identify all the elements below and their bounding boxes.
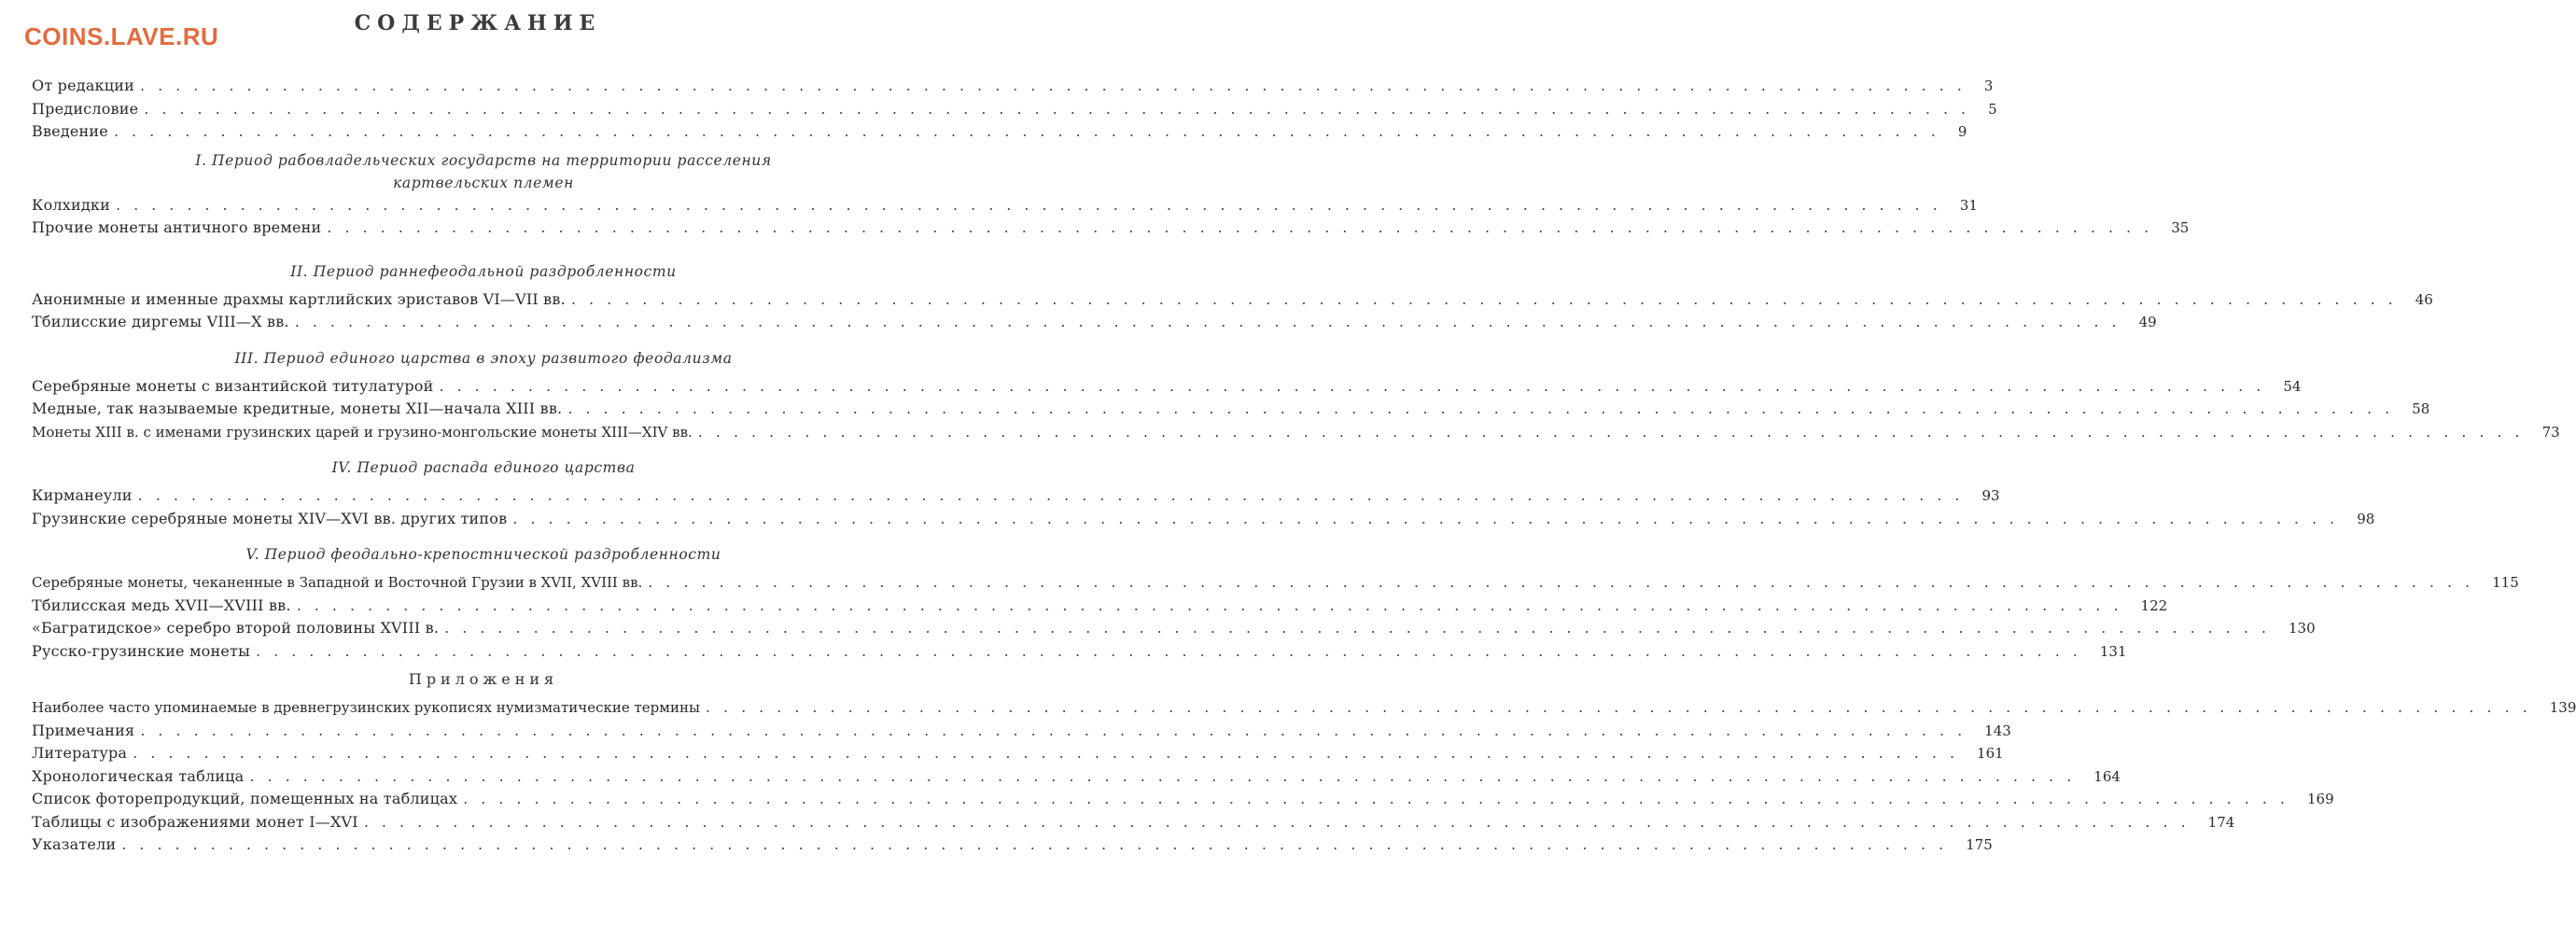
toc-entry-title: «Багратидское» серебро второй половины XVIII в. (32, 619, 440, 637)
dot-leader: ....................................................................................................... (705, 698, 2541, 716)
toc-page-number: 73 (2541, 423, 2560, 441)
section-heading: III. Период единого царства в эпоху развитого феодализма (234, 349, 733, 367)
dot-leader: ....................................................................................................... (697, 422, 2533, 441)
toc-row[interactable] (32, 834, 1993, 857)
toc-entry-title: Литература (32, 744, 128, 762)
toc-entry-title: Кирманеули (32, 486, 133, 504)
section-heading: картвельских племен (393, 174, 574, 191)
toc-row[interactable] (32, 788, 2334, 811)
dot-leader: ....................................................................................................... (294, 313, 2130, 330)
toc-page-number: 93 (1981, 487, 2000, 504)
appendix-heading: Приложения (408, 670, 559, 688)
toc-entry-title: Серебряные монеты, чеканенные в Западной и Восточной Грузии в XVII, XVIII вв. (32, 574, 643, 591)
toc-entry-title: Хронологическая таблица (32, 766, 245, 785)
toc-page-number: 46 (2415, 290, 2433, 308)
dot-leader: ....................................................................................................... (113, 122, 1949, 140)
toc-row[interactable] (32, 720, 2011, 743)
toc-row[interactable] (32, 375, 2302, 399)
toc-row[interactable] (32, 617, 2316, 640)
section-heading: IV. Период распада единого царства (331, 459, 636, 476)
toc-row[interactable] (32, 571, 2519, 595)
toc-row[interactable] (32, 120, 1967, 144)
toc-row[interactable] (32, 288, 2433, 312)
dot-leader: ....................................................................................................... (121, 835, 1957, 853)
dot-leader: ....................................................................................................... (570, 289, 2406, 308)
toc-page-number: 31 (1959, 196, 1978, 214)
toc-page-number: 174 (2207, 813, 2235, 831)
toc-row[interactable] (32, 696, 2576, 720)
toc-entry-title: Примечания (32, 721, 135, 739)
dot-leader: ....................................................................................................... (256, 641, 2091, 660)
dot-leader: ....................................................................................................... (567, 399, 2403, 417)
toc-page-number: 143 (1984, 722, 2011, 739)
dot-leader: ....................................................................................................... (144, 99, 1980, 118)
toc-page-number: 3 (1983, 77, 1994, 94)
toc-row[interactable] (32, 194, 1978, 217)
dot-leader: ....................................................................................................... (137, 486, 1973, 504)
dot-leader: ....................................................................................................... (444, 619, 2280, 637)
dot-leader: ....................................................................................................... (115, 195, 1951, 214)
toc-row[interactable] (32, 765, 2121, 789)
toc-page-number: 49 (2138, 314, 2157, 330)
toc-entry-title: Русско-грузинские монеты (32, 641, 251, 660)
toc-row[interactable] (32, 595, 2168, 618)
toc-entry-title: Грузинские серебряные монеты XIV—XVI вв. других типов (32, 509, 508, 527)
toc-page-number: 9 (1957, 123, 1967, 140)
toc-page-number: 139 (2549, 699, 2576, 716)
toc-entry-title: Список фоторепродукций, помещенных на таблицах (32, 790, 458, 807)
toc-page-number: 35 (2171, 219, 2190, 236)
toc-row[interactable] (32, 98, 1997, 121)
toc-page-number: 115 (2492, 574, 2519, 591)
toc-page-number: 5 (1988, 100, 1997, 118)
toc-row[interactable] (32, 398, 2430, 421)
dot-leader: ....................................................................................................... (327, 218, 2163, 236)
toc-page-number: 161 (1977, 745, 2004, 762)
toc-entry-title: Таблицы с изображениями монет I—XVI (32, 812, 358, 831)
toc-entry-title: Серебряные монеты с византийской титулатурой (32, 376, 434, 395)
toc-page-number: 54 (2283, 377, 2302, 395)
section-heading: V. Период феодально-крепостнической раздробленности (245, 546, 721, 563)
toc-entry-title: Монеты XIII в. с именами грузинских царей и грузино-монгольские монеты XIII—XIV вв. (32, 423, 693, 441)
toc-row[interactable] (32, 217, 2190, 240)
toc-page-number: 58 (2412, 400, 2430, 417)
toc-entry-title: Анонимные и именные драхмы картлийских эриставов VI—VII вв. (32, 289, 566, 308)
toc-row[interactable] (32, 742, 2004, 765)
dot-leader: ....................................................................................................... (463, 790, 2298, 807)
toc-page-number: 131 (2099, 642, 2127, 660)
toc-entry-title: Предисловие (32, 99, 139, 118)
dot-leader: ....................................................................................................... (439, 376, 2275, 395)
toc-page-number: 169 (2306, 791, 2334, 807)
toc-row[interactable] (32, 421, 2560, 444)
dot-leader: ....................................................................................................... (648, 573, 2484, 591)
toc-entry-title: Медные, так называемые кредитные, монеты XII—начала XIII вв. (32, 399, 563, 417)
section-heading: I. Период рабовладельческих государств на территории расселения (195, 151, 772, 169)
toc-entry-title: От редакции (32, 77, 134, 94)
watermark-logo: COINS.LAVE.RU (24, 22, 219, 50)
toc-entry-title: Тбилисские диргемы VIII—X вв. (32, 313, 289, 330)
dot-leader: ....................................................................................................... (512, 509, 2348, 527)
dot-leader: ....................................................................................................... (140, 721, 1976, 739)
dot-leader: ....................................................................................................... (133, 744, 1968, 762)
toc-row[interactable] (32, 811, 2235, 834)
toc-entry-title: Введение (32, 122, 108, 140)
toc-entry-title: Указатели (32, 835, 117, 853)
toc-page-number: 122 (2140, 596, 2168, 614)
toc-entry-title: Прочие монеты античного времени (32, 218, 322, 236)
toc-row[interactable] (32, 640, 2127, 664)
toc-row[interactable] (32, 75, 1994, 98)
toc-row[interactable] (32, 484, 2000, 508)
toc-entry-title: Наиболее часто упоминаемые в древнегрузинских рукописях нумизматические термины (32, 699, 700, 716)
toc-page-number: 98 (2357, 510, 2375, 527)
toc-page-number: 164 (2093, 767, 2121, 785)
dot-leader: ....................................................................................................... (249, 766, 2085, 785)
dot-leader: ....................................................................................................... (363, 812, 2199, 831)
table-of-contents (32, 75, 2576, 857)
toc-page-number: 130 (2289, 620, 2316, 637)
dot-leader: ....................................................................................................... (139, 77, 1975, 94)
dot-leader: ....................................................................................................... (296, 596, 2132, 614)
toc-page-number: 175 (1966, 836, 1993, 853)
page-title: СОДЕРЖАНИЕ (354, 11, 602, 35)
toc-row[interactable] (32, 508, 2375, 531)
toc-row[interactable] (32, 311, 2157, 334)
section-heading: II. Период раннефеодальной раздробленности (290, 262, 677, 280)
toc-entry-title: Тбилисская медь XVII—XVIII вв. (32, 596, 291, 614)
toc-entry-title: Колхидки (32, 195, 110, 214)
